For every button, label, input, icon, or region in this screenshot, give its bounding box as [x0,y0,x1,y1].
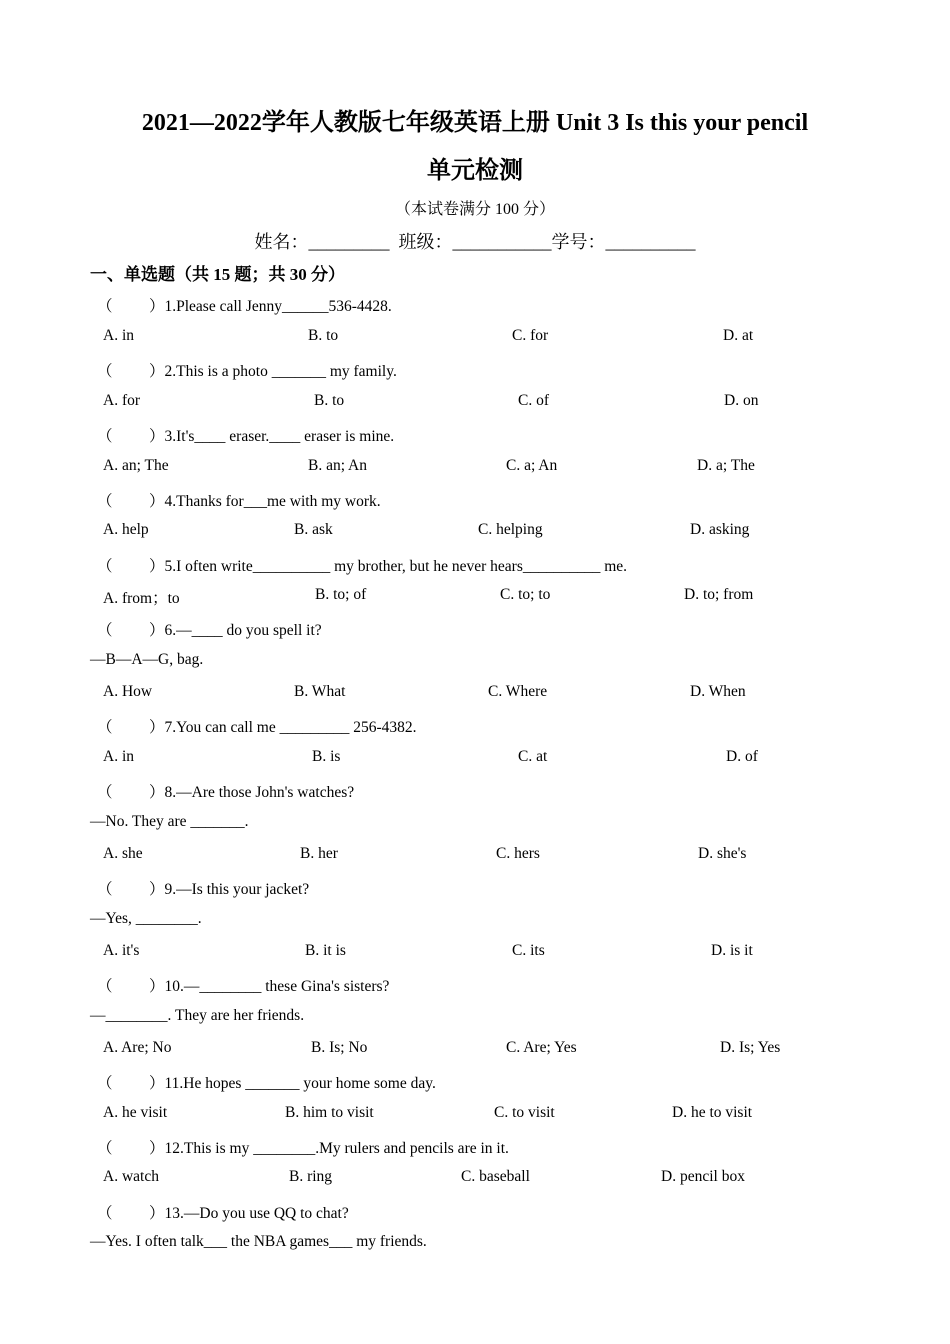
question-stem: ）7.You can call me _________ 256-4382. [149,719,417,736]
option-a: A. in [103,327,134,344]
option-b: B. Is; No [311,1039,368,1056]
option-d: D. of [726,748,758,765]
question-continuation: —No. They are _______. [90,813,249,830]
question-continuation: —Yes. I often talk___ the NBA games___ my friends. [90,1233,427,1250]
option-c: C. baseball [461,1168,530,1185]
option-c: C. at [518,748,548,765]
student-info-line: 姓名：_________ 班级：___________学号：__________ [254,232,696,252]
option-b: B. What [294,683,346,700]
question-continuation: —________. They are her friends. [90,1007,305,1024]
question-stem: ）11.He hopes _______ your home some day. [149,1075,436,1092]
question-5: （ ）5.I often write__________ my brother, but he never hears__________ me. [97,558,628,575]
question-7: （ ）7.You can call me _________ 256-4382. [97,719,417,736]
question-stem: ）2.This is a photo _______ my family. [149,363,397,380]
option-c: C. for [512,327,549,344]
option-a: A. an; The [103,457,169,474]
option-a: A. Are; No [103,1039,172,1056]
option-c: C. a; An [506,457,558,474]
option-c: C. to; to [500,586,551,603]
option-a: A. watch [103,1168,159,1185]
option-b: B. an; An [308,457,367,474]
option-b: B. is [312,748,341,765]
section-title: 一、单选题（共 15 题；共 30 分） [90,265,345,284]
option-a: A. How [103,683,153,700]
option-d: D. at [723,327,754,344]
option-c: C. its [512,942,545,959]
option-b: B. it is [305,942,346,959]
option-a: A. help [103,521,149,538]
question-stem: ）10.—________ these Gina's sisters? [149,978,390,995]
question-continuation: —Yes, ________. [90,910,202,927]
question-9: （ ）9.—Is this your jacket? [97,881,310,898]
question-stem: ）4.Thanks for___me with my work. [149,493,381,510]
question-12: （ ）12.This is my ________.My rulers and pencils are in it. [97,1140,509,1157]
option-b: B. ring [289,1168,333,1185]
option-a: A. it's [103,942,140,959]
option-c: C. helping [478,521,543,538]
option-d: D. to; from [684,586,754,603]
question-continuation: —B—A—G, bag. [90,651,204,668]
question-stem: ）1.Please call Jenny______536-4428. [149,298,392,315]
exam-title-line2: 单元检测 [427,158,523,184]
question-8: （ ）8.—Are those John's watches? [97,784,355,801]
option-a: A. he visit [103,1104,168,1121]
option-b: B. him to visit [285,1104,374,1121]
question-1: （ ）1.Please call Jenny______536-4428. [97,298,392,315]
question-stem: ）6.—____ do you spell it? [149,622,322,639]
option-c: C. hers [496,845,540,862]
option-d: D. she's [698,845,747,862]
option-b: B. to [314,392,345,409]
option-c: C. Where [488,683,548,700]
option-c: C. to visit [494,1104,555,1121]
question-stem: ）12.This is my ________.My rulers and pencils are in it. [149,1140,509,1157]
option-d: D. a; The [697,457,755,474]
question-13: （ ）13.—Do you use QQ to chat? [97,1205,349,1222]
question-2: （ ）2.This is a photo _______ my family. [97,363,397,380]
question-3: （ ）3.It's____ eraser.____ eraser is mine. [97,428,395,445]
question-10: （ ）10.—________ these Gina's sisters? [97,978,390,995]
option-b: B. her [300,845,338,862]
option-d: D. asking [690,521,750,538]
option-d: D. he to visit [672,1104,753,1121]
option-d: D. pencil box [661,1168,745,1185]
option-a: A. from；to [103,590,180,607]
option-c: C. Are; Yes [506,1039,577,1056]
question-stem: ）8.—Are those John's watches? [149,784,355,801]
question-stem: ）13.—Do you use QQ to chat? [149,1205,349,1222]
question-stem: ）5.I often write__________ my brother, but he never hears__________ me. [149,558,628,575]
exam-title-line1: 2021—2022学年人教版七年级英语上册 Unit 3 Is this your pencil [141,110,809,136]
option-a: A. she [103,845,143,862]
option-d: D. When [690,683,746,700]
question-11: （ ）11.He hopes _______ your home some day. [97,1075,436,1092]
option-d: D. on [724,392,759,409]
option-b: B. to; of [315,586,367,603]
option-d: D. is it [711,942,753,959]
score-note: （本试卷满分 100 分） [394,201,555,218]
option-c: C. of [518,392,549,409]
question-stem: ）3.It's____ eraser.____ eraser is mine. [149,428,395,445]
option-b: B. ask [294,521,333,538]
question-4: （ ）4.Thanks for___me with my work. [97,493,381,510]
option-a: A. for [103,392,141,409]
option-b: B. to [308,327,339,344]
question-6: （ ）6.—____ do you spell it? [97,622,322,639]
option-d: D. Is; Yes [720,1039,781,1056]
question-stem: ）9.—Is this your jacket? [149,881,310,898]
option-a: A. in [103,748,134,765]
